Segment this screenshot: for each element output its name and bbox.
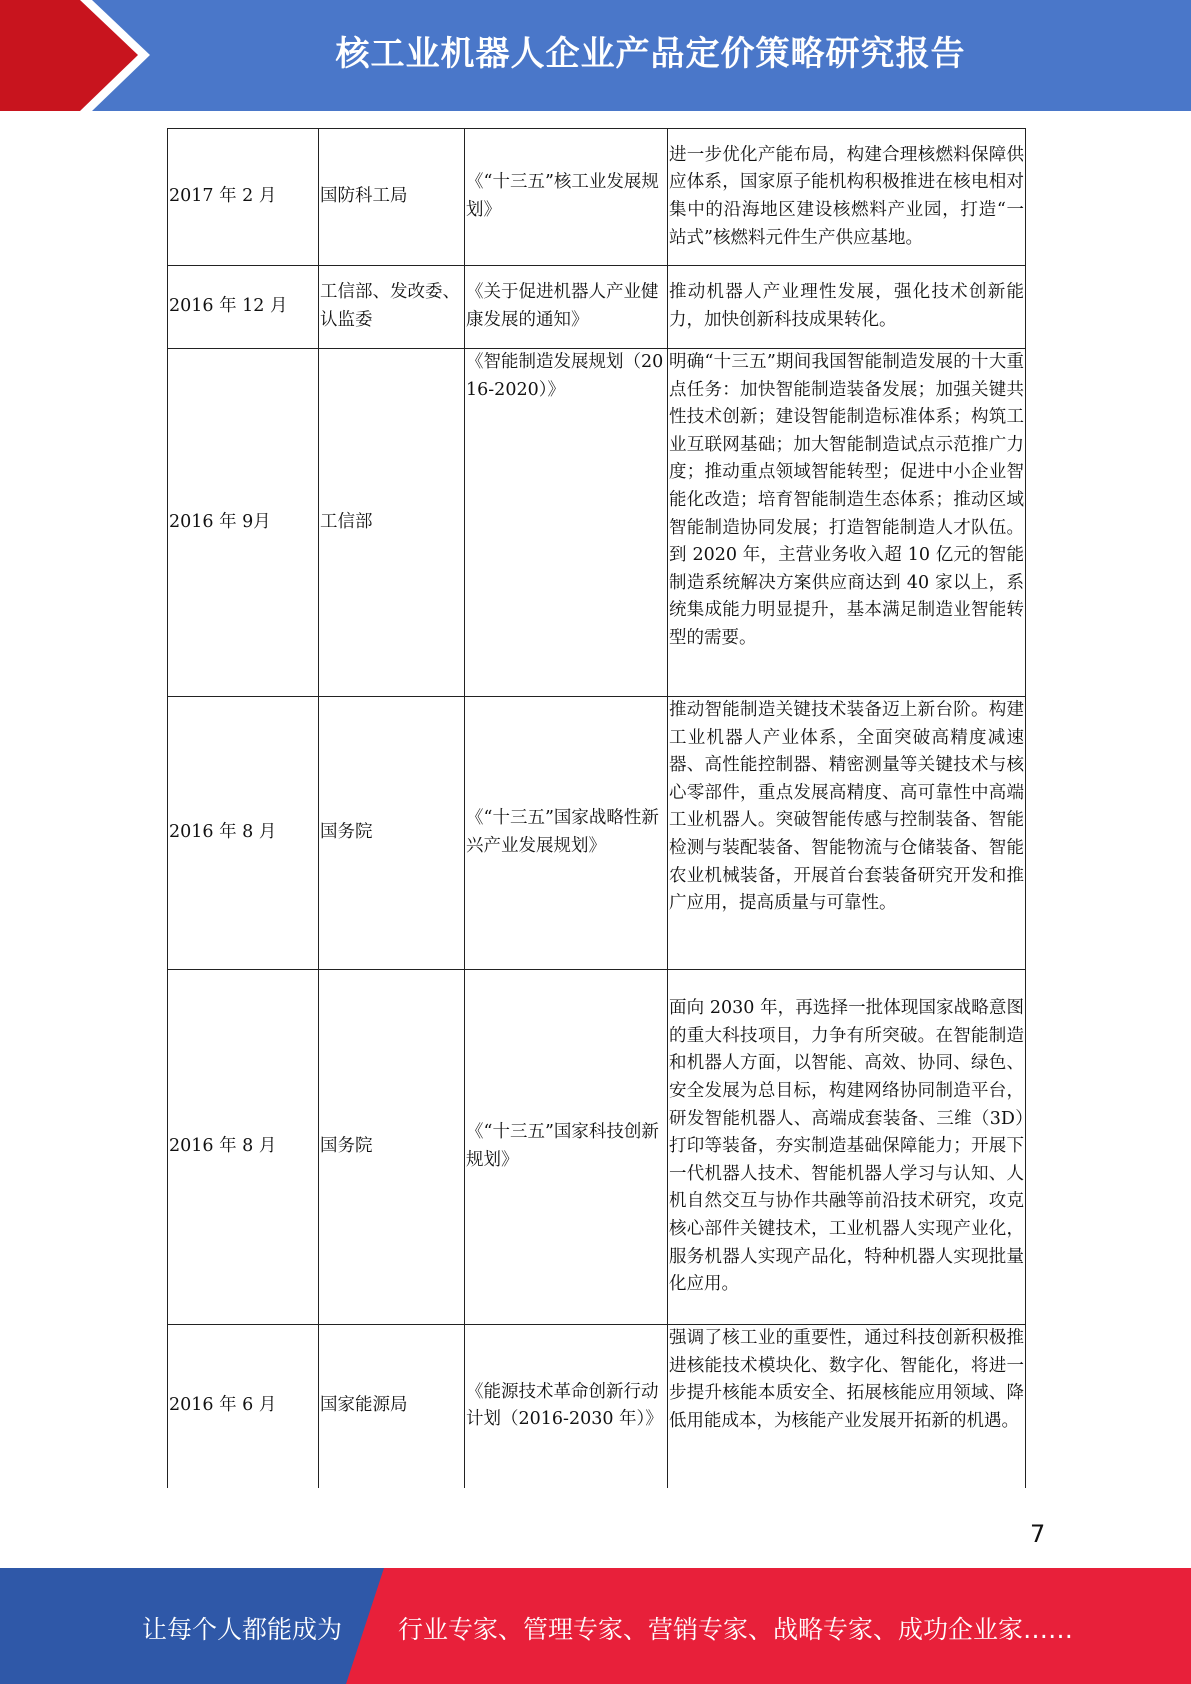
row-document: 《“十三五”国家科技创新规划》 <box>465 970 668 1325</box>
footer-slogan-right: 行业专家、管理专家、营销专家、战略专家、成功企业家…… <box>398 1615 1074 1644</box>
page-number: 7 <box>1030 1520 1046 1548</box>
row-description: 强调了核工业的重要性，通过科技创新积极推进核能技术模块化、数字化、智能化，将进一步提升核能本质安全、拓展核能应用领域、降低用能成本，为核能产业发展开拓新的机遇。 <box>668 1325 1026 1488</box>
row-description: 推动机器人产业理性发展，强化技术创新能力，加快创新科技成果转化。 <box>668 266 1026 349</box>
page-footer <box>0 1568 1191 1684</box>
row-description: 推动智能制造关键技术装备迈上新台阶。构建工业机器人产业体系，全面突破高精度减速器、高性能控制器、精密测量等关键技术与核心零部件，重点发展高精度、高可靠性中高端工业机器人。突破智能传感与控制装备、智能检测与装配装备、智能物流与仓储装备、智能农业机械装备，开展首台套装备研究开发和推广应用，提高质量与可靠性。 <box>668 697 1026 970</box>
row-organization: 国防科工局 <box>319 129 465 266</box>
row-organization: 工信部 <box>319 349 465 697</box>
row-organization: 国务院 <box>319 697 465 970</box>
row-document: 《能源技术革命创新行动计划（2016-2030 年）》 <box>465 1325 668 1488</box>
row-date: 2016 年 8 月 <box>168 970 319 1325</box>
row-description: 进一步优化产能布局，构建合理核燃料保障供应体系，国家原子能机构积极推进在核电相对集中的沿海地区建设核燃料产业园，打造“一站式”核燃料元件生产供应基地。 <box>668 129 1026 266</box>
table-row <box>168 1325 1026 1488</box>
row-organization: 国家能源局 <box>319 1325 465 1488</box>
table-row <box>168 129 1026 266</box>
footer-slogan-left: 让每个人都能成为 <box>142 1615 343 1644</box>
row-date: 2016 年 9月 <box>168 349 319 697</box>
page-header <box>0 0 1191 111</box>
table-row <box>168 970 1026 1325</box>
row-date: 2016 年 12 月 <box>168 266 319 349</box>
row-document: 《关于促进机器人产业健康发展的通知》 <box>465 266 668 349</box>
row-description: 明确“十三五”期间我国智能制造发展的十大重点任务：加快智能制造装备发展；加强关键共性技术创新；建设智能制造标准体系；构筑工业互联网基础；加大智能制造试点示范推广力度；推动重点领域智能转型；促进中小企业智能化改造；培育智能制造生态体系；推动区域智能制造协同发展；打造智能制造人才队伍。到 2020 年，主营业务收入超 10 亿元的智能制造系统解决方案供应商达到 40 家以上，系统集成能力明显提升，基本满足制造业智能转型的需要。 <box>668 349 1026 697</box>
row-description: 面向 2030 年，再选择一批体现国家战略意图的重大科技项目，力争有所突破。在智能制造和机器人方面，以智能、高效、协同、绿色、安全发展为总目标，构建网络协同制造平台，研发智能机器人、高端成套装备、三维（3D）打印等装备，夯实制造基础保障能力；开展下一代机器人技术、智能机器人学习与认知、人机自然交互与协作共融等前沿技术研究，攻克核心部件关键技术，工业机器人实现产业化，服务机器人实现产品化，特种机器人实现批量化应用。 <box>668 970 1026 1325</box>
row-date: 2017 年 2 月 <box>168 129 319 266</box>
row-document: 《智能制造发展规划（2016-2020）》 <box>465 349 668 697</box>
row-document: 《“十三五”核工业发展规划》 <box>465 129 668 266</box>
report-title: 核工业机器人企业产品定价策略研究报告 <box>335 34 966 74</box>
row-document: 《“十三五”国家战略性新兴产业发展规划》 <box>465 697 668 970</box>
row-organization: 国务院 <box>319 970 465 1325</box>
row-date: 2016 年 6 月 <box>168 1325 319 1488</box>
table-row <box>168 697 1026 970</box>
row-organization: 工信部、发改委、认监委 <box>319 266 465 349</box>
policy-table <box>167 128 1026 1488</box>
table-row <box>168 266 1026 349</box>
row-date: 2016 年 8 月 <box>168 697 319 970</box>
table-row <box>168 349 1026 697</box>
